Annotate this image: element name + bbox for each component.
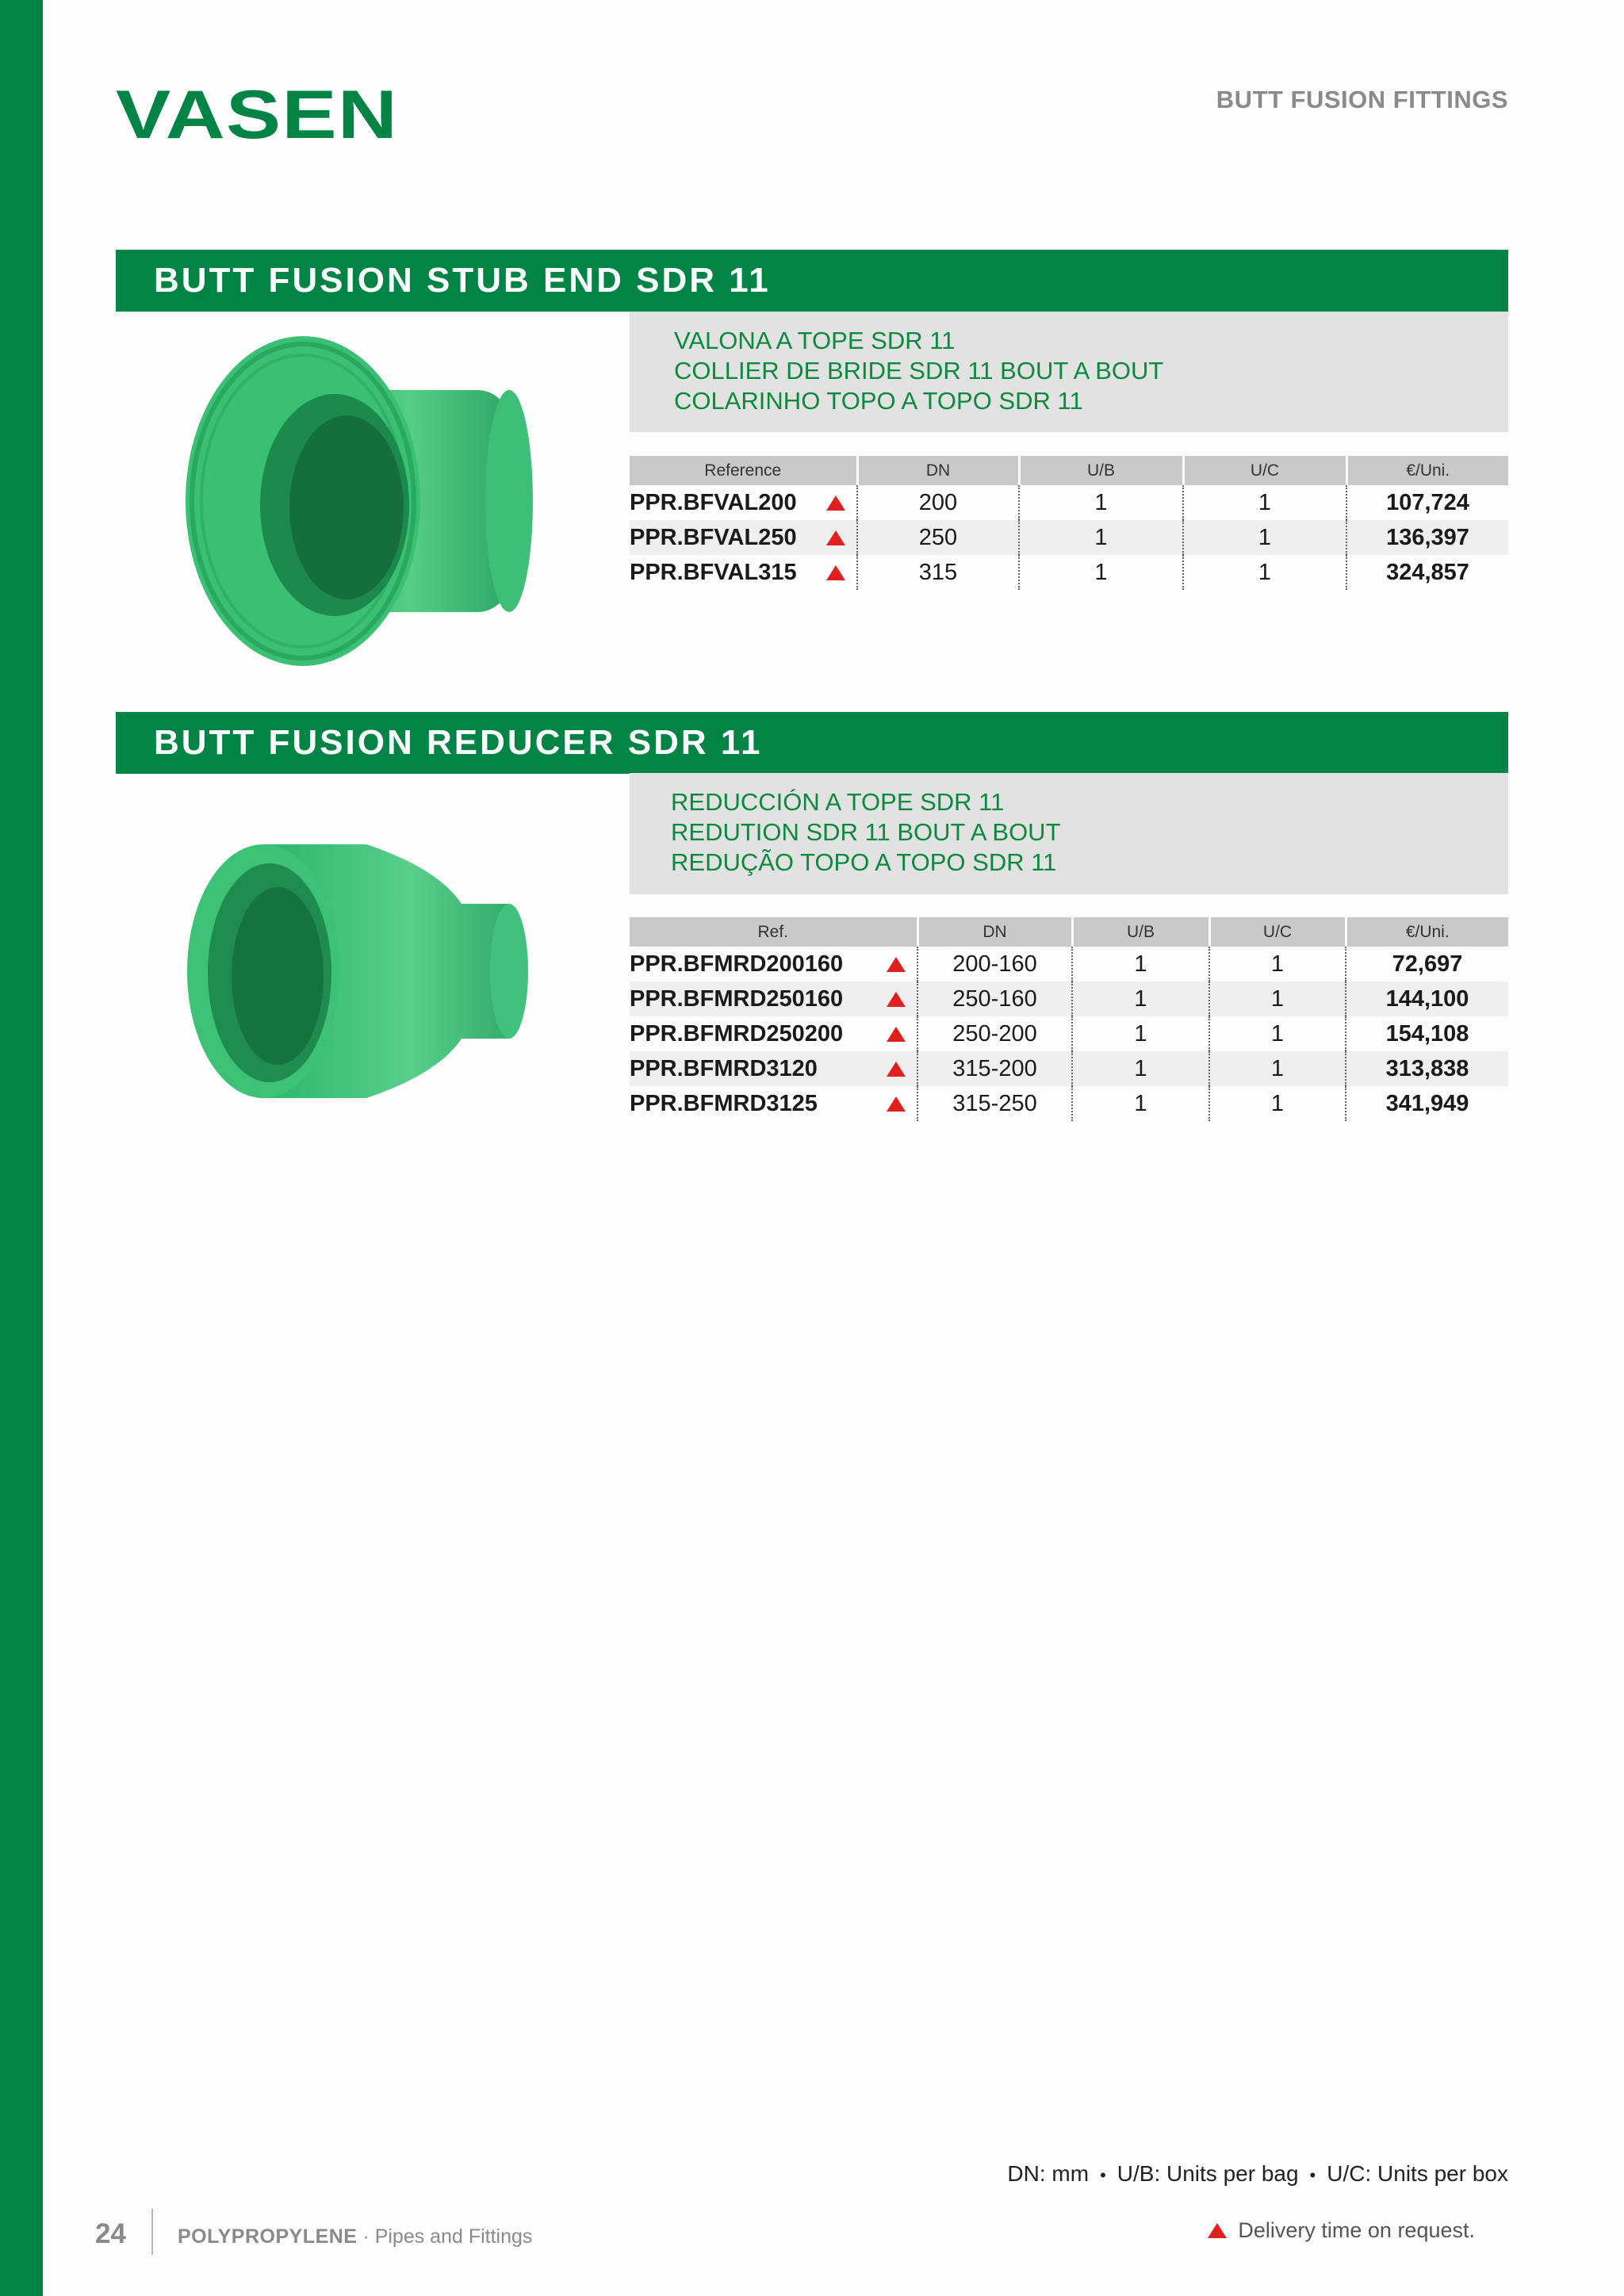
footer-category: POLYPROPYLENE — [178, 2225, 358, 2248]
delivery-text: Delivery time on request. — [1238, 2218, 1475, 2242]
delivery-warning-icon — [826, 496, 845, 511]
delivery-warning-icon — [887, 1062, 906, 1077]
footer-title — [178, 2225, 532, 2248]
product-translations — [630, 312, 1508, 432]
uc-cell: 1 — [1183, 520, 1346, 555]
reference-cell: PPR.BFMRD250160 — [630, 985, 844, 1012]
dn-cell: 250-160 — [917, 982, 1072, 1016]
column-header: DN — [917, 917, 1072, 947]
product-table — [630, 456, 1508, 590]
reducer-fitting-icon — [176, 836, 557, 1106]
reference-cell: PPR.BFMRD200160 — [630, 951, 844, 977]
translation-fr: REDUTION SDR 11 BOUT A BOUT — [671, 818, 1061, 846]
legend-ub: U/B: Units per bag — [1116, 2161, 1299, 2186]
reference-cell: PPR.BFMRD3125 — [630, 1090, 818, 1116]
ub-cell: 1 — [1072, 1016, 1209, 1051]
ub-cell: 1 — [1072, 1086, 1209, 1121]
ub-cell: 1 — [1019, 520, 1183, 555]
product-table — [630, 917, 1508, 1121]
footer-divider — [151, 2209, 153, 2255]
price-cell: 107,724 — [1346, 485, 1508, 520]
ub-cell: 1 — [1019, 485, 1183, 520]
table-header-row — [630, 917, 1508, 947]
delivery-warning-icon — [887, 1096, 906, 1112]
delivery-warning-icon — [887, 1027, 906, 1042]
dn-cell: 315 — [857, 555, 1019, 590]
legend-dn: DN: mm — [1007, 2161, 1090, 2186]
price-cell: 136,397 — [1346, 520, 1508, 555]
price-cell: 154,108 — [1346, 1016, 1508, 1051]
table-row — [630, 1086, 1508, 1121]
left-green-bar — [0, 0, 43, 2296]
column-header: DN — [857, 456, 1019, 485]
logo-text: VASEN — [116, 78, 398, 146]
delivery-warning-icon — [887, 992, 906, 1007]
vasen-logo — [116, 78, 401, 146]
product-title-band: BUTT FUSION REDUCER SDR 11 — [116, 712, 1508, 774]
column-header: U/B — [1019, 456, 1183, 485]
price-cell: 341,949 — [1346, 1086, 1508, 1121]
column-header: U/B — [1072, 917, 1209, 947]
legend-uc: U/C: Units per box — [1327, 2161, 1508, 2186]
uc-cell: 1 — [1209, 1051, 1346, 1086]
table-row — [630, 1016, 1508, 1051]
reference-cell: PPR.BFVAL315 — [630, 559, 797, 585]
reference-cell: PPR.BFVAL200 — [630, 489, 797, 515]
dn-cell: 315-250 — [917, 1086, 1072, 1121]
product-title-band: BUTT FUSION STUB END SDR 11 — [116, 250, 1508, 312]
column-header: Reference — [630, 456, 857, 485]
ub-cell: 1 — [1019, 555, 1183, 590]
price-cell: 313,838 — [1346, 1051, 1508, 1086]
units-legend — [1007, 2161, 1508, 2187]
uc-cell: 1 — [1183, 485, 1346, 520]
ub-cell: 1 — [1072, 947, 1209, 982]
translation-pt: COLARINHO TOPO A TOPO SDR 11 — [674, 387, 1083, 415]
table-row — [630, 947, 1508, 982]
price-cell: 324,857 — [1346, 555, 1508, 590]
table-row — [630, 555, 1508, 590]
reference-cell: PPR.BFMRD250200 — [630, 1020, 844, 1047]
translation-es: REDUCCIÓN A TOPE SDR 11 — [671, 788, 1005, 816]
product-translations — [630, 773, 1508, 894]
delivery-warning-icon — [1208, 2223, 1227, 2238]
delivery-note — [1208, 2218, 1475, 2243]
uc-cell: 1 — [1209, 947, 1346, 982]
dn-cell: 250-200 — [917, 1016, 1072, 1051]
price-cell: 144,100 — [1346, 982, 1508, 1016]
footer-separator: · — [357, 2225, 375, 2248]
dn-cell: 200 — [857, 485, 1019, 520]
column-header: Ref. — [630, 917, 917, 947]
dn-cell: 200-160 — [917, 947, 1072, 982]
delivery-warning-icon — [826, 565, 845, 580]
uc-cell: 1 — [1183, 555, 1346, 590]
ub-cell: 1 — [1072, 1051, 1209, 1086]
page-number: 24 — [95, 2218, 126, 2249]
uc-cell: 1 — [1209, 1086, 1346, 1121]
uc-cell: 1 — [1209, 1016, 1346, 1051]
table-row — [630, 982, 1508, 1016]
section-tag: BUTT FUSION FITTINGS — [1216, 86, 1508, 113]
translation-pt: REDUÇÃO TOPO A TOPO SDR 11 — [671, 848, 1057, 876]
reference-cell: PPR.BFVAL250 — [630, 524, 797, 550]
dn-cell: 315-200 — [917, 1051, 1072, 1086]
dn-cell: 250 — [857, 520, 1019, 555]
ub-cell: 1 — [1072, 982, 1209, 1016]
column-header: €/Uni. — [1346, 917, 1508, 947]
uc-cell: 1 — [1209, 982, 1346, 1016]
table-row — [630, 485, 1508, 520]
table-row — [630, 520, 1508, 555]
translation-fr: COLLIER DE BRIDE SDR 11 BOUT A BOUT — [674, 357, 1164, 385]
footer-subtitle: Pipes and Fittings — [374, 2225, 533, 2248]
reference-cell: PPR.BFMRD3120 — [630, 1055, 818, 1081]
table-header-row — [630, 456, 1508, 485]
column-header: U/C — [1183, 456, 1346, 485]
price-cell: 72,697 — [1346, 947, 1508, 982]
column-header: U/C — [1209, 917, 1346, 947]
delivery-warning-icon — [887, 957, 906, 972]
table-row — [630, 1051, 1508, 1086]
column-header: €/Uni. — [1346, 456, 1508, 485]
bullet-separator: • — [1100, 2165, 1106, 2185]
delivery-warning-icon — [826, 530, 845, 545]
translation-es: VALONA A TOPE SDR 11 — [674, 327, 956, 354]
bullet-separator: • — [1309, 2165, 1316, 2185]
stub-end-fitting-icon — [176, 327, 549, 675]
